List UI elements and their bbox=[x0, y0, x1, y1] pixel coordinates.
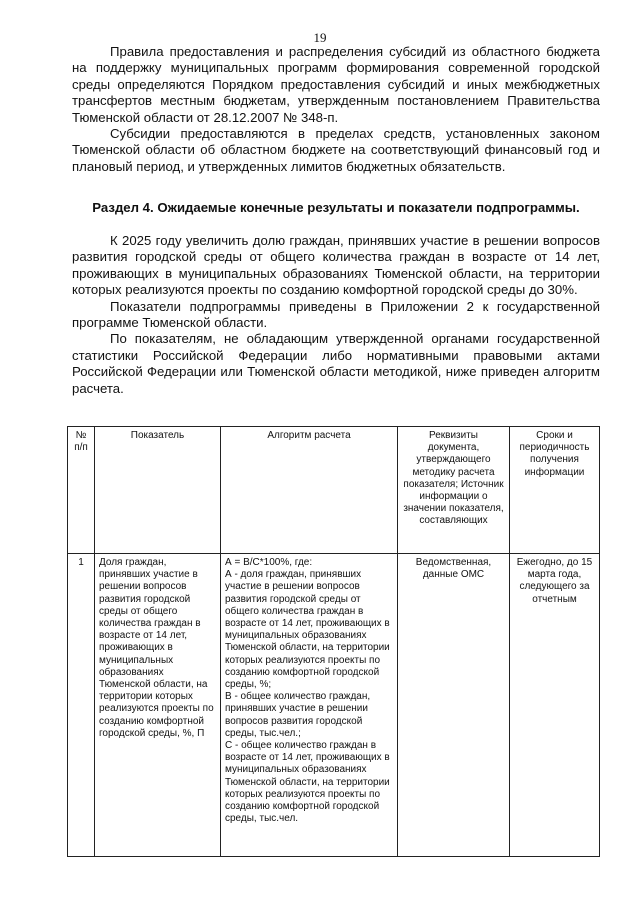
cell-requisites: Ведомственная, данные ОМС bbox=[398, 554, 510, 857]
cell-deadline: Ежегодно, до 15 марта года, следующего за отчетным bbox=[510, 554, 600, 857]
header-requisites bbox=[398, 427, 510, 554]
table-row bbox=[68, 554, 600, 857]
cell-algorithm bbox=[221, 554, 398, 857]
paragraph-algorithm-note: По показателям, не обладающим утвержденной органами государственной статистики Российской Федерации либо нормативными правовыми актами Российской Федерации или Тюменской области методикой, ниже приведен алгоритм расчета. bbox=[72, 331, 600, 396]
paragraph-indicators-appendix: Показатели подпрограммы приведены в Приложении 2 к государственной программе Тюменской области. bbox=[72, 298, 600, 331]
page-number: 19 bbox=[313, 30, 327, 45]
header-indicator: Показатель bbox=[95, 427, 221, 554]
header-num: № п/п bbox=[68, 427, 95, 554]
algorithm-formula: А = В/С*100%, где: bbox=[225, 557, 313, 568]
paragraph-target-2025: К 2025 году увеличить долю граждан, принявших участие в решении вопросов развития городской среды от общего количества граждан в возрасте от 14 лет, проживающих в муниципальных образованиях Тюменской области, на территории которых реализуются проекты по созданию комфортной городской среды до 30%. bbox=[72, 233, 600, 298]
algorithm-def-b: В - общее количество граждан, принявших участие в решении вопросов развития городской среды, тыс.чел.; bbox=[225, 691, 371, 739]
algorithm-def-c: С - общее количество граждан в возрасте от 14 лет, проживающих в муниципальных образованиях Тюменской области, на территории которых реализуются проекты по созданию комфортной городской среды, тыс.чел. bbox=[225, 740, 390, 825]
header-algorithm: Алгоритм расчета bbox=[221, 427, 398, 554]
intro-text-block bbox=[72, 44, 600, 175]
algorithm-def-a: А - доля граждан, принявших участие в решении вопросов развития городской среды от общего количества граждан в возрасте от 14 лет, проживающих в муниципальных образованиях Тюменской области, на территории которых реализуются проекты по созданию комфортной городской среды, %; bbox=[225, 569, 390, 691]
table-header-row bbox=[68, 427, 600, 554]
section-heading: Раздел 4. Ожидаемые конечные результаты и показатели подпрограммы. bbox=[92, 200, 580, 215]
header-deadline: Сроки и периодичность получения информации bbox=[510, 427, 600, 554]
cell-num: 1 bbox=[68, 554, 95, 857]
indicators-table bbox=[67, 426, 600, 857]
paragraph-subsidy-rules: Правила предоставления и распределения субсидий из областного бюджета на поддержку муниципальных программ формирования современной городской среды определяются Порядком предоставления субсидий и иных межбюджетных трансфертов местным бюджетам, утвержденным постановлением Правительства Тюменской области от 28.12.2007 № 348-п. bbox=[72, 44, 600, 125]
cell-indicator: Доля граждан, принявших участие в решении вопросов развития городской среды от общего количества граждан в возрасте от 14 лет, проживающих в муниципальных образованиях Тюменской области, на территории которых реализуются проекты по созданию комфортной городской среды, %, П bbox=[95, 554, 221, 857]
paragraph-subsidy-limits: Субсидии предоставляются в пределах средств, установленных законом Тюменской области об областном бюджете на соответствующий финансовый год и плановый период, и утвержденных лимитов бюджетных обязательств. bbox=[72, 126, 600, 174]
results-text-block bbox=[72, 233, 600, 397]
header-requisites-text: Реквизиты документа, утверждающего методику расчета показателя; Источник информации о значении показателя, составляющих bbox=[403, 430, 504, 527]
